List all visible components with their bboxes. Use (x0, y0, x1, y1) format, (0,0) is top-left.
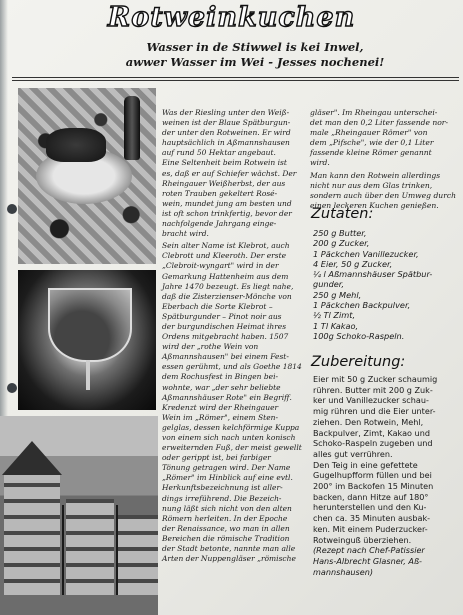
text-line: Tönung getragen wird. Der Name (162, 463, 291, 473)
preparation-text (313, 374, 459, 577)
ingredient-item: 1 Päckchen Vanillezucker, (313, 248, 419, 259)
text-line: erweiternden Fuß, der meist gewellt (162, 443, 302, 453)
text-line: daß die Zisterzienser-Mönche von (162, 291, 292, 301)
ingredient-item: ¼ l Aßmannshäuser Spätbur- (313, 269, 433, 280)
ingredient-item: ½ Tl Zimt, (313, 310, 356, 321)
preparation-heading: Zubereitung: (311, 354, 406, 370)
text-line: fassende kleine Römer genannt (310, 148, 432, 158)
preparation-line: Rotweinguß überziehen. (313, 534, 412, 545)
text-line: roten Trauben gekeltert Rosé- (162, 188, 278, 198)
text-line: male „Rheingauer Römer" von (310, 128, 428, 138)
text-line: Bereichen die römische Tradition (162, 533, 290, 543)
text-line: bracht wird. (162, 229, 209, 239)
text-line: der burgundischen Heimat ihres (162, 321, 287, 331)
text-line: det man den 0,2 Liter fassende nor- (310, 118, 449, 128)
photo-cake-table (18, 88, 156, 264)
text-line: Arten der Nuppengläser „römische (162, 554, 296, 564)
article-paragraph (310, 108, 458, 169)
ingredient-item: 1 Tl Kakao, (313, 320, 359, 331)
photo-town-houses (0, 416, 158, 615)
page-title: Rotweinkuchen (107, 2, 356, 33)
preparation-line: Eier mit 50 g Zucker schaumig (313, 374, 438, 384)
divider (12, 80, 459, 81)
article-column-right (310, 108, 458, 213)
text-line: Aßmannshausen" bei einem Fest- (162, 352, 289, 362)
text-line: gelglas, dessen kelchförmige Kuppa (162, 422, 300, 432)
text-line: Eine Seltenheit beim Rotwein ist (162, 158, 287, 168)
preparation-line: ziehen. Den Rotwein, Mehl, (313, 416, 424, 427)
page-subtitle (60, 40, 450, 70)
ingredient-item: 100g Schoko-Raspeln. (313, 330, 405, 341)
recipe-credit: (Rezept nach Chef-Patissier (313, 545, 425, 556)
flagpole (116, 505, 118, 595)
ingredients-heading: Zutaten: (311, 206, 374, 222)
preparation-line: Gugelhupfform füllen und bei (313, 470, 432, 481)
preparation-line: rühren. Butter mit 200 g Zuk- (313, 384, 433, 395)
text-line: Sein alter Name ist Klebrot, auch (162, 241, 290, 251)
preparation-line: mig rühren und die Eier unter- (313, 406, 436, 417)
flagpole (62, 505, 64, 595)
wine-bottle (124, 96, 140, 160)
text-line: wein, mundet jung am besten und (162, 198, 292, 208)
punch-hole (7, 204, 17, 214)
house (66, 499, 114, 595)
text-line: oder gerippt ist, bei farbiger (162, 453, 271, 463)
text-line: Ordens mitgebracht haben. 1507 (162, 332, 289, 342)
text-line: einen leckeren Kuchen genießen. (310, 200, 439, 210)
text-line: Man kann den Rotwein allerdings (310, 170, 441, 180)
text-line: „Clebroit-wyngart" wird in der (162, 261, 279, 271)
ingredient-item: 250 g Butter, (313, 228, 367, 238)
ingredient-item: 4 Eier, 50 g Zucker, (313, 258, 393, 269)
text-line: der Stadt betonte, nannte man alle (162, 544, 296, 554)
subtitle-line: awwer Wasser im Wei - Jesses nochenei! (125, 55, 385, 69)
text-line: der unter den Rotweinen. Er wird (162, 128, 291, 138)
text-line: nachfolgende Jahrgang einge- (162, 219, 277, 229)
preparation-line: herunterstellen und den Ku- (313, 502, 427, 513)
text-line: wohnte, war „der sehr beliebte (162, 382, 281, 392)
cake-slice (46, 128, 106, 162)
text-line: wird der „rothe Wein von (162, 342, 259, 352)
preparation-line: Schoko-Raspeln zugeben und (313, 438, 433, 449)
text-line: sondern auch über den Umweg durch (310, 190, 456, 200)
article-column-middle (162, 108, 302, 566)
preparation-line: Den Teig in eine gefettete (313, 459, 418, 470)
text-line: von einem sich nach unten konisch (162, 433, 296, 442)
text-line: wird. (310, 158, 330, 168)
text-line: dem Rochusfest in Bingen bei- (162, 372, 279, 382)
text-line: ist oft schon trinkfertig, bevor der (162, 208, 292, 218)
text-line: Wein im „Römer", einem Sten- (162, 412, 279, 422)
article-paragraph (162, 241, 302, 564)
ingredient-item: 250 g Mehl, (313, 289, 362, 300)
text-line: Aßmannshäuser Rote" ein Begriff. (162, 392, 292, 402)
punch-hole (7, 383, 17, 393)
house (4, 475, 60, 595)
preparation-line: ken. Mit einem Puderzucker- (313, 523, 428, 534)
text-line: „Römer" im Hinblick auf eine evtl. (162, 473, 293, 483)
article-paragraph (162, 108, 302, 239)
preparation-line: Backpulver, Zimt, Kakao und (313, 427, 430, 438)
preparation-line: alles gut verrühren. (313, 448, 393, 459)
text-line: Gemarkung Hattenheim aus dem (162, 271, 289, 281)
text-line: Herkunftsbezeichnung ist aller- (162, 483, 283, 493)
recipe-credit: Hans-Albrecht Glasner, Aß- (313, 555, 422, 566)
text-line: nung läßt sich nicht von den alten (162, 503, 292, 513)
text-line: Rheingauer Weißherbst, der aus (162, 178, 286, 188)
text-line: Römern herleiten. In der Epoche (162, 513, 288, 523)
text-line: Clebrott und Kleeroth. Der erste (162, 251, 287, 261)
text-line: Spätburgunder – Pinot noir aus (162, 311, 282, 321)
house (118, 515, 158, 595)
ingredients-list (313, 228, 459, 341)
text-line: Jahre 1470 bezeugt. Es liegt nahe, (162, 281, 294, 291)
roof (2, 441, 62, 475)
roemer-glass (48, 288, 132, 362)
text-line: auf rund 50 Hektar angebaut. (162, 148, 276, 158)
text-line: dings irreführend. Die Bezeich- (162, 493, 282, 503)
ingredient-item: 1 Päckchen Backpulver, (313, 300, 411, 311)
text-line: der Renaissance, wo man in allen (162, 523, 290, 533)
photo-wine-glass (18, 270, 156, 410)
text-line: Kredenzt wird der Rheingauer (162, 402, 279, 412)
text-line: es, daß er auf Schiefer wächst. Der (162, 168, 297, 178)
text-line: hauptsächlich in Aßmannshausen (162, 138, 290, 148)
preparation-line: ker und Vanillezucker schau- (313, 395, 429, 406)
glass-stem (86, 360, 90, 390)
subtitle-line: Wasser in de Stiwwel is kei Inwel, (146, 40, 364, 54)
text-line: Was der Riesling unter den Weiß- (162, 108, 290, 117)
text-line: essen gerühmt, und als Goethe 1814 (162, 362, 302, 372)
preparation-line: backen, dann Hitze auf 180° (313, 491, 429, 502)
text-line: Eberbach die Sorte Klebrot – (162, 301, 273, 311)
text-line: weinen ist der Blaue Spätburgun- (162, 118, 291, 128)
recipe-credit: mannshausen) (313, 566, 374, 577)
text-line: dem „Pifsche", wie der 0,1 Liter (310, 138, 434, 148)
preparation-line: 200° im Backofen 15 Minuten (313, 481, 434, 492)
ingredient-item: gunder, (313, 279, 345, 290)
text-line: nicht nur aus dem Glas trinken, (310, 180, 433, 190)
divider (12, 77, 459, 78)
preparation-line: chen ca. 35 Minuten ausbak- (313, 513, 431, 524)
ingredient-item: 200 g Zucker, (313, 238, 370, 249)
article-paragraph (310, 171, 458, 211)
text-line: gläser". Im Rheingau unterschei- (310, 108, 438, 117)
